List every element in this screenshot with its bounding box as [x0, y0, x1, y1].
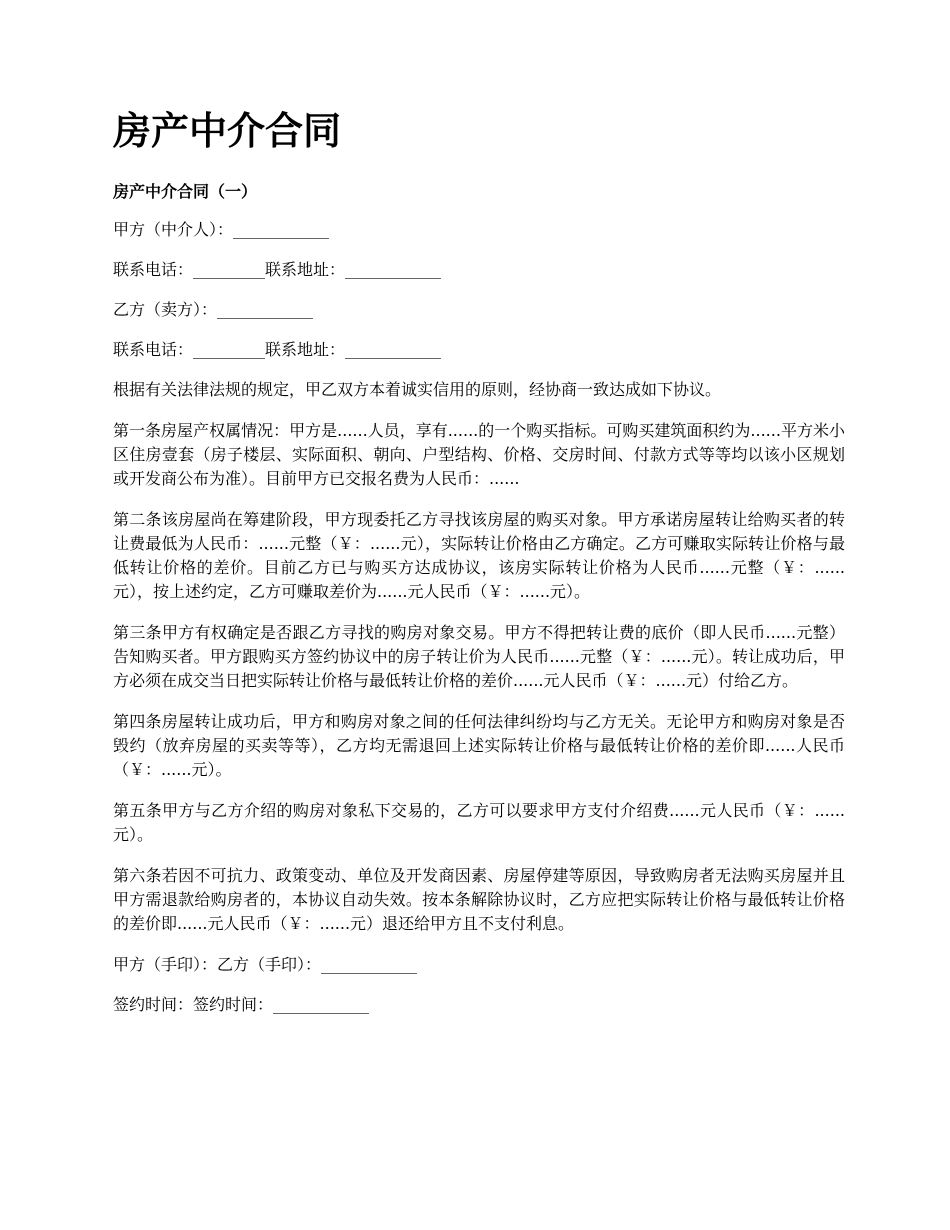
signing-date-line: 签约时间：签约时间：____________: [113, 994, 370, 1014]
preamble-paragraph: 根据有关法律法规的规定，甲乙双方本着诚实信用的原则，经协商一致达成如下协议。: [113, 379, 722, 399]
party-a-contact-line: 联系电话：_________联系地址：____________: [113, 259, 442, 279]
article-6-paragraph: 第六条若因不可抗力、政策变动、单位及开发商因素、房屋停建等原因，导致购房者无法购买房屋并且甲方需退款给购房者的，本协议自动失效。按本条解除协议时，乙方应把实际转让价格与最低转让价格的差价即......元人民币（￥：......元）退还给甲方且不支付利息。: [113, 865, 845, 933]
article-1-paragraph: 第一条房屋产权属情况：甲方是......人员，享有......的一个购买指标。可购买建筑面积约为......平方米小区住房壹套（房子楼层、实际面积、朝向、户型结构、价格、交房时间、付款方式等等均以该小区规划或开发商公布为准）。目前甲方已交报名费为人民币：......: [113, 420, 845, 488]
document-page: [113, 108, 845, 1033]
article-4-paragraph: 第四条房屋转让成功后，甲方和购房对象之间的任何法律纠纷均与乙方无关。无论甲方和购房对象是否毁约（放弃房屋的买卖等等），乙方均无需退回上述实际转让价格与最低转让价格的差价即......人民币（￥：......元）。: [113, 711, 845, 779]
party-b-contact-line: 联系电话：_________联系地址：____________: [113, 339, 442, 359]
article-5-paragraph: 第五条甲方与乙方介绍的购房对象私下交易的，乙方可以要求甲方支付介绍费......元人民币（￥：......元）。: [113, 800, 845, 844]
article-3-paragraph: 第三条甲方有权确定是否跟乙方寻找的购房对象交易。甲方不得把转让费的底价（即人民币......元整）告知购买者。甲方跟购买方签约协议中的房子转让价为人民币......元整（￥：......元）。转让成功后，甲方必须在成交当日把实际转让价格与最低转让价格的差价......元人民币（￥：......元）付给乙方。: [113, 622, 845, 690]
document-title: 房产中介合同: [113, 108, 342, 153]
party-b-line: 乙方（卖方）：____________: [113, 299, 314, 319]
article-2-paragraph: 第二条该房屋尚在筹建阶段，甲方现委托乙方寻找该房屋的购买对象。甲方承诺房屋转让给购买者的转让费最低为人民币：......元整（￥：......元），实际转让价格由乙方确定。乙方可赚取实际转让价格与最低转让价格的差价。目前乙方已与购买方达成协议，该房实际转让价格为人民币......元整（￥：......元），按上述约定，乙方可赚取差价为......元人民币（￥：......元）。: [113, 509, 845, 601]
party-a-line: 甲方（中介人）：____________: [113, 219, 330, 239]
signature-line: 甲方（手印）：乙方（手印）：____________: [113, 954, 418, 974]
document-subtitle: 房产中介合同（一）: [113, 181, 258, 201]
